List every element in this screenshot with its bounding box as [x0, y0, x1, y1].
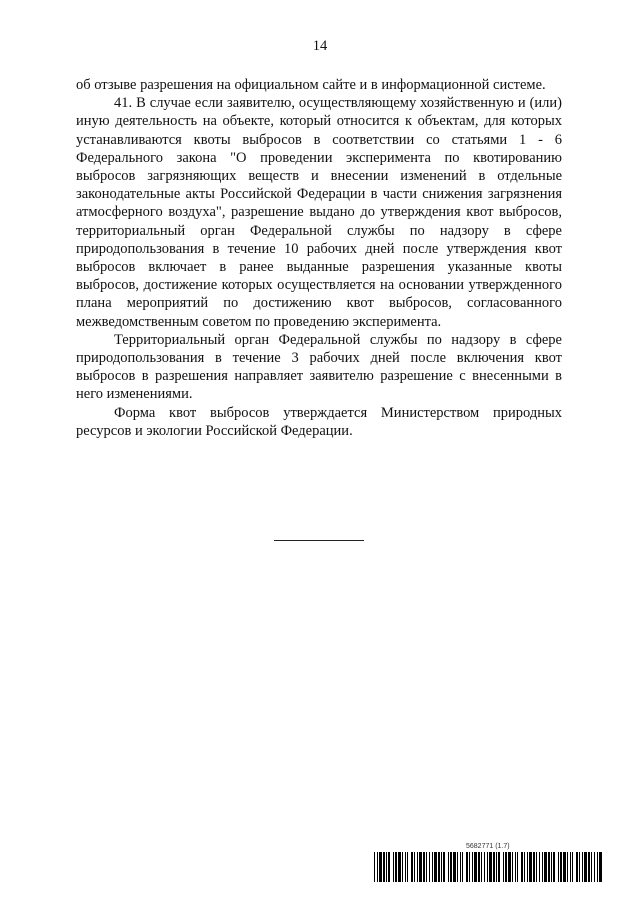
barcode-bar	[402, 852, 403, 882]
barcode-bar	[466, 852, 468, 882]
barcode-bar	[594, 852, 595, 882]
barcode-bar	[576, 852, 578, 882]
barcode-bar	[515, 852, 516, 882]
page-number: 14	[312, 38, 328, 54]
barcode-bar	[386, 852, 387, 882]
barcode-bar	[443, 852, 445, 882]
barcode-bar	[383, 852, 385, 882]
barcode-bar	[487, 852, 488, 882]
barcode-bar	[377, 852, 378, 882]
barcode-bar	[405, 852, 406, 882]
barcode-bar	[417, 852, 418, 882]
barcode-bar	[441, 852, 442, 882]
barcode-bar	[599, 852, 602, 882]
end-separator-line	[274, 540, 364, 541]
barcode-bar	[588, 852, 590, 882]
barcode-bar	[393, 852, 394, 882]
barcode-bar	[533, 852, 535, 882]
barcode-bar	[496, 852, 497, 882]
barcode-bar	[567, 852, 568, 882]
barcode-bar	[524, 852, 525, 882]
barcode-bar	[388, 852, 390, 882]
barcode-bar	[434, 852, 437, 882]
barcode-bar	[411, 852, 413, 882]
document-code: 5682771 (1.7)	[466, 843, 510, 850]
barcode-bar	[379, 852, 382, 882]
barcode-bar	[374, 852, 375, 882]
paragraph-quota-form: Форма квот выбросов утверждается Министерством природных ресурсов и экологии Российской Федерации.	[76, 404, 562, 439]
barcode-bar	[450, 852, 452, 882]
barcode-bar	[544, 852, 547, 882]
barcode-bar	[423, 852, 425, 882]
barcode-bar	[474, 852, 477, 882]
barcode-bar	[407, 852, 408, 882]
barcode-bar	[579, 852, 580, 882]
barcode-bar	[432, 852, 433, 882]
barcode-bar	[539, 852, 540, 882]
paragraph-41: 41. В случае если заявителю, осуществляющему хозяйственную и (или) иную деятельность на объекте, который относится к объектам, для которых устанавливаются квоты выбросов в соответствии со статьями 1 - 6 Федерального закона "О проведении эксперимента по квотированию выбросов загрязняющих веществ и внесении изменений в отдельные законодательные акты Российской Федерации в части снижения загрязнения атмосферного воздуха", разрешение выдано до утверждения квот выбросов, территориальный орган Федеральной службы по надзору в сфере природопользования в течение 10 рабочих дней после утверждения квот выбросов включает в ранее выданные разрешения указанные квоты выбросов, достижение которых осуществляется на основании утвержденного плана мероприятий по достижению квот выбросов, согласованного межведомственным советом по проведению эксперимента.	[76, 95, 562, 330]
barcode-bar	[563, 852, 566, 882]
barcode-bar	[553, 852, 555, 882]
paragraph-continuation: об отзыве разрешения на официальном сайте и в информационной системе.	[76, 77, 546, 93]
barcode-bar	[527, 852, 528, 882]
barcode-bar	[597, 852, 598, 882]
barcode-bar	[489, 852, 492, 882]
barcode-bar	[395, 852, 397, 882]
barcode-bar	[481, 852, 482, 882]
barcode-bar	[426, 852, 427, 882]
barcode-bar	[542, 852, 543, 882]
barcode-bar	[419, 852, 422, 882]
barcode-bar	[498, 852, 500, 882]
barcode-bar	[548, 852, 550, 882]
barcode-bar	[505, 852, 507, 882]
barcode-bar	[457, 852, 458, 882]
paragraph-territorial-body: Территориальный орган Федеральной службы по надзору в сфере природопользования в течение 3 рабочих дней после включения квот выбросов в разрешения направляет заявителю разрешение с внесенными в него изменениями.	[76, 331, 562, 403]
barcode-bar	[508, 852, 511, 882]
barcode-bar	[551, 852, 552, 882]
barcode-bar	[462, 852, 463, 882]
barcode-bar	[558, 852, 559, 882]
barcode-bar	[453, 852, 456, 882]
document-body	[76, 76, 562, 440]
barcode-bar	[478, 852, 480, 882]
barcode-bar	[536, 852, 537, 882]
barcode-bar	[493, 852, 495, 882]
barcode-bar	[570, 852, 571, 882]
barcode-bar	[560, 852, 562, 882]
barcode-bar	[469, 852, 470, 882]
barcode-bar	[517, 852, 518, 882]
barcode-bar	[572, 852, 573, 882]
barcode	[374, 852, 602, 882]
barcode-bar	[584, 852, 587, 882]
barcode-bar	[503, 852, 504, 882]
barcode-bar	[484, 852, 485, 882]
barcode-bar	[398, 852, 401, 882]
barcode-bar	[414, 852, 415, 882]
barcode-bar	[438, 852, 440, 882]
barcode-bar	[512, 852, 513, 882]
barcode-bar	[448, 852, 449, 882]
barcode-bar	[582, 852, 583, 882]
barcode-bar	[429, 852, 430, 882]
barcode-bar	[529, 852, 532, 882]
barcode-bar	[521, 852, 523, 882]
barcode-bar	[472, 852, 473, 882]
barcode-bar	[460, 852, 461, 882]
barcode-bar	[591, 852, 592, 882]
